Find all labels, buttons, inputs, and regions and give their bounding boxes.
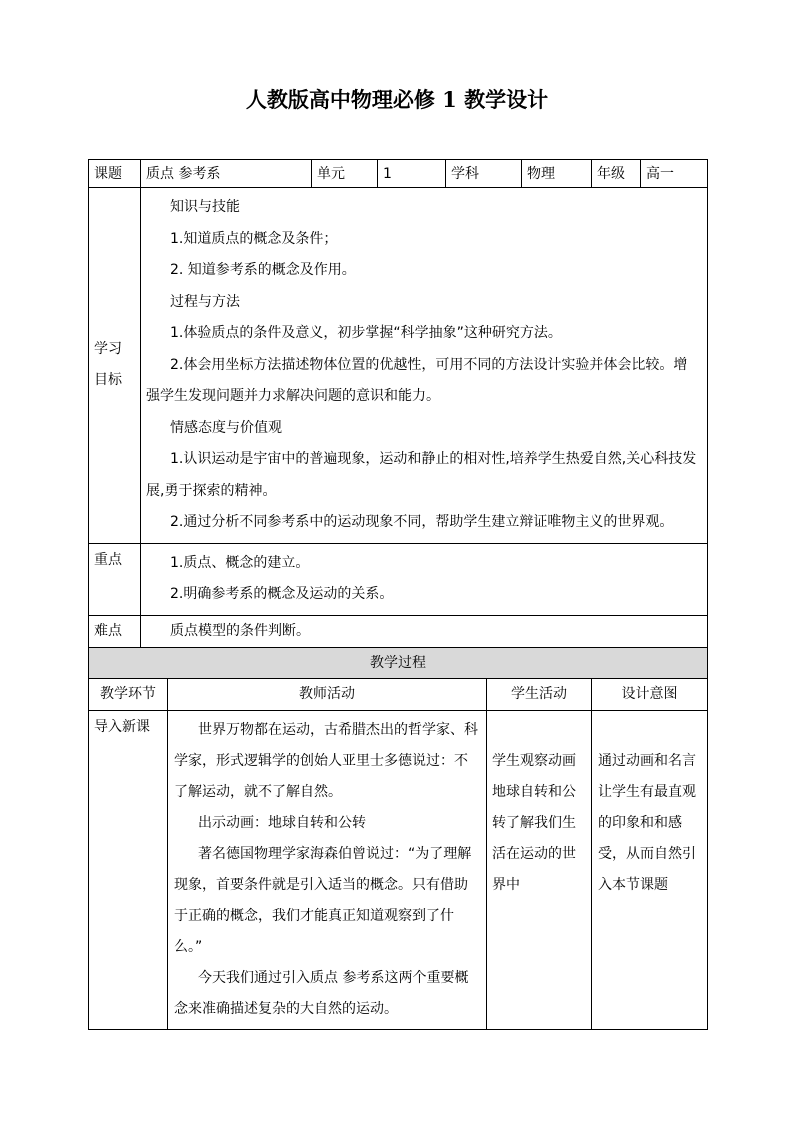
column-header-intent: 设计意图	[592, 678, 708, 710]
key-points-content	[141, 543, 708, 615]
difficulty-row	[89, 615, 708, 647]
difficulty-content: 质点模型的条件判断。	[141, 615, 708, 647]
objective-line: 2.体会用坐标方法描述物体位置的优越性，可用不同的方法设计实验并体会比较。增强学生发现问题并力求解决问题的意识和能力。	[146, 356, 688, 404]
topic-value: 质点 参考系	[141, 160, 312, 188]
grade-label: 年级	[592, 160, 641, 188]
column-header-teacher: 教师活动	[168, 678, 487, 710]
header-row	[89, 160, 708, 188]
process-title-row	[89, 647, 708, 678]
process-section-title: 教学过程	[89, 647, 708, 678]
document-title: 人教版高中物理必修 1 教学设计	[245, 87, 549, 112]
key-points-label: 重点	[89, 543, 141, 615]
teacher-paragraph: 今天我们通过引入质点 参考系这两个重要概念来准确描述复杂的大自然的运动。	[174, 969, 469, 1017]
subject-label: 学科	[446, 160, 522, 188]
unit-value: 1	[378, 160, 446, 188]
student-activity-cell: 学生观察动画地球自转和公转了解我们生活在运动的世界中	[487, 710, 592, 1029]
subject-value: 物理	[522, 160, 592, 188]
objective-heading-knowledge: 知识与技能	[170, 199, 240, 215]
process-column-header-row	[89, 678, 708, 710]
topic-label: 课题	[89, 160, 141, 188]
objective-heading-process: 过程与方法	[170, 293, 240, 310]
difficulty-label: 难点	[89, 615, 141, 647]
objectives-label: 学习 目标	[89, 188, 141, 544]
objective-line: 1.体验质点的条件及意义，初步掌握“科学抽象”这种研究方法。	[170, 325, 562, 341]
key-points-row	[89, 543, 708, 615]
column-header-student: 学生活动	[487, 678, 592, 710]
objectives-content	[141, 188, 708, 544]
objective-heading-attitude: 情感态度与价值观	[170, 419, 282, 436]
stage-cell: 导入新课	[89, 710, 168, 1029]
objective-line: 2. 知道参考系的概念及作用。	[170, 262, 356, 278]
teacher-paragraph: 出示动画：地球自转和公转	[198, 814, 366, 831]
teacher-paragraph: 著名德国物理学家海森伯曾说过：“为了理解现象，首要条件就是引入适当的概念。只有借助于正确的概念，我们才能真正知道观察到了什么。”	[174, 845, 472, 955]
grade-value: 高一	[641, 160, 708, 188]
design-intent-cell: 通过动画和名言让学生有最直观的印象和和感受，从而自然引入本节课题	[592, 710, 708, 1029]
key-point-line: 2.明确参考系的概念及运动的关系。	[170, 586, 394, 602]
objectives-row	[89, 188, 708, 544]
column-header-stage: 教学环节	[89, 678, 168, 710]
teacher-paragraph: 世界万物都在运动，古希腊杰出的哲学家、科学家，形式逻辑学的创始人亚里士多德说过：不了解运动，就不了解自然。	[174, 721, 478, 800]
process-row-intro	[89, 710, 708, 1029]
unit-label: 单元	[312, 160, 378, 188]
objective-line: 1.知道质点的概念及条件；	[170, 230, 338, 247]
teacher-activity-cell	[168, 710, 487, 1029]
objective-line: 1.认识运动是宇宙中的普遍现象，运动和静止的相对性,培养学生热爱自然,关心科技发展,勇于探索的精神。	[146, 451, 697, 499]
lesson-plan-table	[88, 159, 708, 1030]
key-point-line: 1.质点、概念的建立。	[170, 554, 310, 571]
objective-line: 2.通过分析不同参考系中的运动现象不同，帮助学生建立辩证唯物主义的世界观。	[170, 514, 674, 530]
